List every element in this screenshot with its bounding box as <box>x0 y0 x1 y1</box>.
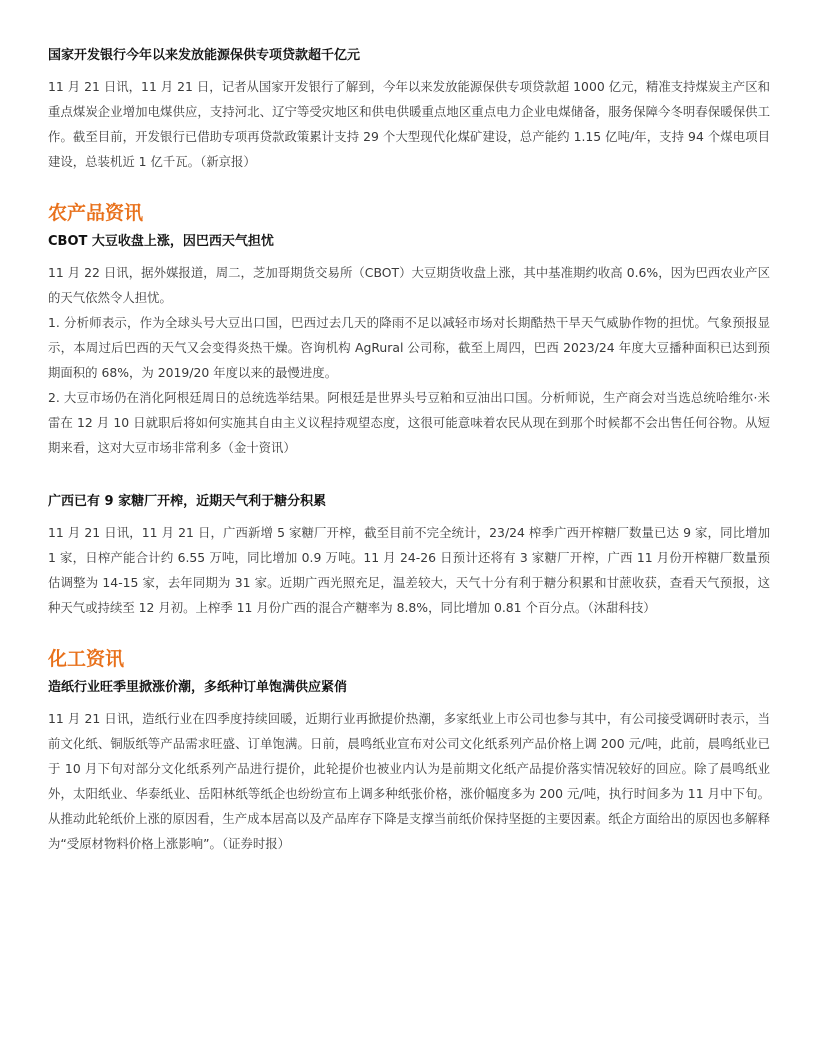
article-cdb-energy-loans <box>48 46 770 174</box>
article-paragraph: 1. 分析师表示，作为全球头号大豆出口国，巴西过去几天的降雨不足以减轻市场对长期酷热干旱天气威胁作物的担忧。气象预报显示，本周过后巴西的天气又会变得炎热干燥。咨询机构 AgRural 公司称，截至上周四，巴西 2023/24 年度大豆播种面积已达到预期面积的 68%，为 2019/20 年度以来的最慢进度。 <box>48 315 770 380</box>
article-title: 造纸行业旺季里掀涨价潮，多纸种订单饱满供应紧俏 <box>48 680 348 695</box>
article-paragraph: 11 月 22 日讯，据外媒报道，周二，芝加哥期货交易所（CBOT）大豆期货收盘上涨，其中基准期约收高 0.6%，因为巴西农业产区的天气依然令人担忧。 <box>48 265 770 305</box>
article-paragraph: 2. 大豆市场仍在消化阿根廷周日的总统选举结果。阿根廷是世界头号豆粕和豆油出口国。分析师说，生产商会对当选总统哈维尔·米雷在 12 月 10 日就职后将如何实施其自由主义议程持观望态度，这很可能意味着农民从现在到那个时候都不会出售任何谷物。从短期来看，这对大豆市场非常利多（金十资讯） <box>48 390 770 455</box>
article-cbot-soybean <box>48 232 770 460</box>
spacer <box>48 460 770 492</box>
section-title-chemicals: 化工资讯 <box>48 648 125 670</box>
article-title: 国家开发银行今年以来发放能源保供专项贷款超千亿元 <box>48 48 361 63</box>
article-title: CBOT 大豆收盘上涨，因巴西天气担忧 <box>48 234 274 249</box>
article-paragraph: 11 月 21 日讯，造纸行业在四季度持续回暖，近期行业再掀提价热潮，多家纸业上市公司也参与其中，有公司接受调研时表示，当前文化纸、铜版纸等产品需求旺盛、订单饱满。日前，晨鸣纸业宣布对公司文化纸系列产品价格上调 200 元/吨，此前，晨鸣纸业已于 10 月下旬对部分文化纸系列产品进行提价，此轮提价也被业内认为是前期文化纸产品提价落实情况较好的回应。除了晨鸣纸业外，太阳纸业、华泰纸业、岳阳林纸等纸企也纷纷宣布上调多种纸张价格，涨价幅度多为 200 元/吨，执行时间多为 11 月中下旬。从推动此轮纸价上涨的原因看，生产成本居高以及产品库存下降是支撑当前纸价保持坚挺的主要因素。纸企方面给出的原因也多解释为“受原材物料价格上涨影响”。（证券时报） <box>48 711 770 851</box>
article-paragraph: 11 月 21 日讯，11 月 21 日，记者从国家开发银行了解到，今年以来发放能源保供专项贷款超 1000 亿元，精准支持煤炭主产区和重点煤炭企业增加电煤供应，支持河北、辽宁等受灾地区和供电供暖重点地区重点电力企业电煤储备，服务保障今冬明春保暖保供工作。截至目前，开发银行已借助专项再贷款政策累计支持 29 个大型现代化煤矿建设，总产能约 1.15 亿吨/年，支持 94 个煤电项目建设，总装机近 1 亿千瓦。（新京报） <box>48 79 770 169</box>
document-page <box>48 46 770 856</box>
section-title-agriculture: 农产品资讯 <box>48 202 144 224</box>
article-guangxi-sugar <box>48 492 770 620</box>
article-paper-price-hike <box>48 678 770 856</box>
article-paragraph: 11 月 21 日讯，11 月 21 日，广西新增 5 家糖厂开榨，截至目前不完全统计，23/24 榨季广西开榨糖厂数量已达 9 家，同比增加 1 家，日榨产能合计约 6.55 万吨，同比增加 0.9 万吨。11 月 24-26 日预计还将有 3 家糖厂开榨，广西 11 月份开榨糖厂数量预估调整为 14-15 家，去年同期为 31 家。近期广西光照充足，温差较大，天气十分有利于糖分积累和甘蔗收获，查看天气预报，这种天气或持续至 12 月初。上榨季 11 月份广西的混合产糖率为 8.8%，同比增加 0.81 个百分点。（沐甜科技） <box>48 525 770 615</box>
article-title: 广西已有 9 家糖厂开榨，近期天气利于糖分积累 <box>48 494 327 509</box>
